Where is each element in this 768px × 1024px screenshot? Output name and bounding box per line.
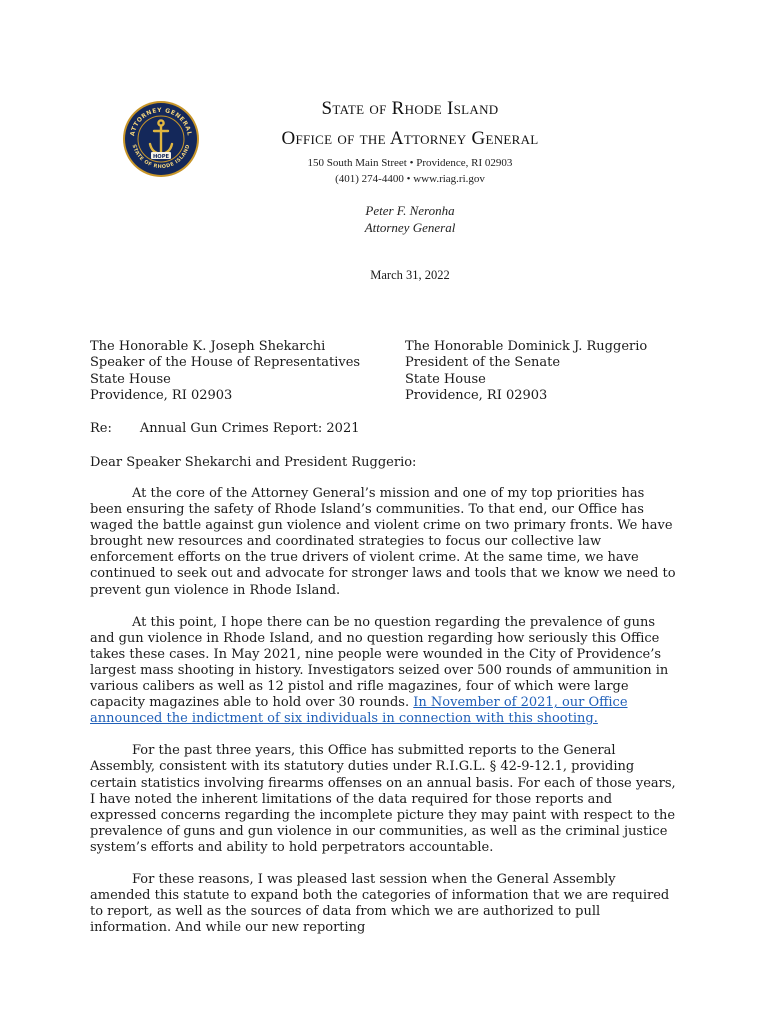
recipient-name: The Honorable Dominick J. Ruggerio bbox=[405, 339, 648, 354]
body-paragraph bbox=[90, 615, 680, 728]
body-paragraph: At the core of the Attorney General’s mission and one of my top priorities has been ensuring the safety of Rhode Island’s communities. To that end, our Office has waged the battle against gun violence and violent crime on two primary fronts. We have brought new resources and coordinated strategies to focus our collective law enforcement efforts on the true drivers of violent crime. At the same time, we have continued to seek out and advocate for stronger laws and tools that we know we need to prevent gun violence in Rhode Island. bbox=[90, 486, 676, 598]
indictment-announcement-link[interactable]: In November of 2021, our Office announced the indictment of six individuals in connection with this shooting. bbox=[90, 695, 628, 727]
recipient-block-speaker bbox=[90, 339, 360, 405]
attorney-general-name: Peter F. Neronha bbox=[365, 203, 455, 218]
recipient-city: Providence, RI 02903 bbox=[90, 388, 233, 404]
letterhead-state: State of Rhode Island bbox=[321, 98, 499, 119]
recipient-block-senate-president bbox=[405, 339, 647, 405]
seal-ring-text-top: ATTORNEY GENERAL bbox=[129, 106, 193, 137]
body-paragraph-text: At this point, I hope there can be no question regarding the prevalence of guns and gun violence in Rhode Island, and no question regarding how seriously this Office takes these cases. In May 2021, nine people were wounded in the City of Providence’s largest mass shooting in history. Investigators seized over 500 rounds of ammunition in various calibers as well as 12 pistol and rifle magazines, four of which were large capacity magazines able to hold over 30 rounds. bbox=[90, 614, 669, 711]
letterhead bbox=[200, 94, 620, 236]
attorney-general-seal bbox=[122, 100, 200, 178]
subject-text: Annual Gun Crimes Report: 2021 bbox=[139, 421, 360, 436]
attorney-general-title: Attorney General bbox=[364, 220, 456, 235]
letter-body bbox=[90, 486, 680, 952]
recipient-city: Providence, RI 02903 bbox=[405, 388, 548, 404]
hope-banner-text: HOPE bbox=[152, 153, 170, 160]
seal-ring-text-bottom: STATE OF RHODE ISLAND bbox=[130, 143, 192, 171]
body-paragraph: For the past three years, this Office has submitted reports to the General Assembly, consistent with its statutory duties under R.I.G.L. § 42-9-12.1, providing certain statistics involving firearms offenses on an annual basis. For each of those years, I have noted the inherent limitations of the data required for those reports and expressed concerns regarding the incomplete picture they may paint with respect to the prevalence of guns and gun violence in our communities, as well as the criminal justice system’s efforts and ability to hold perpetrators accountable. bbox=[90, 743, 676, 855]
recipient-title: President of the Senate bbox=[405, 355, 561, 371]
body-paragraph: For these reasons, I was pleased last session when the General Assembly amended this statute to expand both the categories of information that we are required to report, as well as the sources of data from which we are authorized to pull information. And while our new reporting bbox=[90, 871, 670, 936]
letterhead-contact: (401) 274-4400 • www.riag.ri.gov bbox=[335, 173, 485, 185]
subject-line bbox=[90, 421, 360, 436]
seal-graphic bbox=[122, 100, 200, 178]
recipient-title: Speaker of the House of Representatives bbox=[90, 355, 361, 371]
letter-date: March 31, 2022 bbox=[370, 268, 450, 282]
recipient-building: State House bbox=[405, 371, 486, 387]
letterhead-address: 150 South Main Street • Providence, RI 02903 bbox=[307, 157, 513, 169]
recipient-name: The Honorable K. Joseph Shekarchi bbox=[90, 339, 326, 354]
recipient-building: State House bbox=[90, 371, 171, 387]
letterhead-office: Office of the Attorney General bbox=[281, 128, 539, 149]
subject-label: Re: bbox=[90, 421, 112, 436]
salutation: Dear Speaker Shekarchi and President Ruggerio: bbox=[90, 455, 417, 470]
